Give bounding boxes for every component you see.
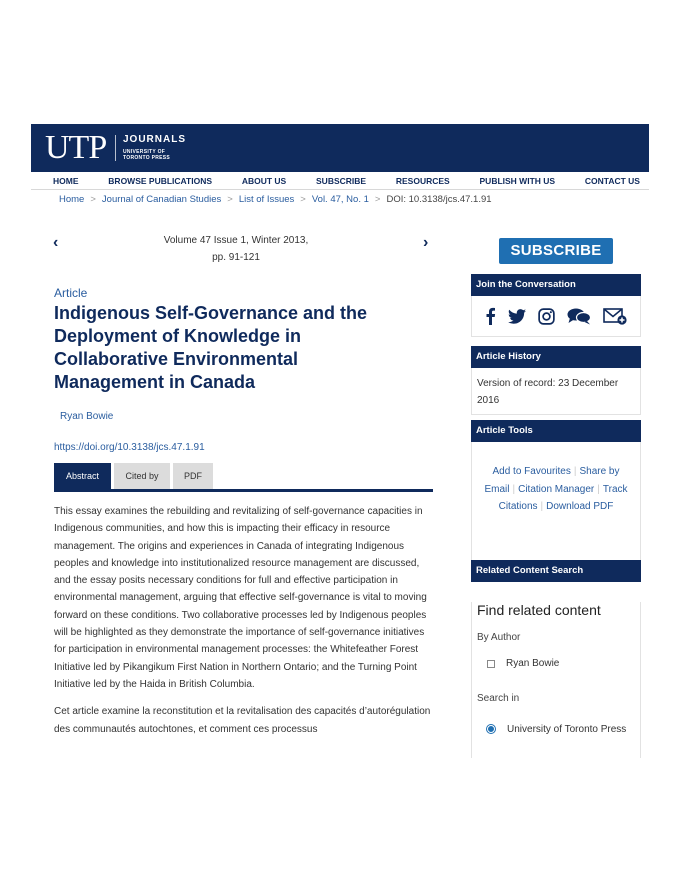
logo-divider (115, 135, 116, 161)
article-tools-heading: Article Tools (471, 420, 641, 442)
site-header (31, 124, 649, 172)
related-content-form (471, 602, 641, 758)
article-history-panel (471, 346, 641, 415)
abstract-english: This essay examines the rebuilding and revitalizing of self-governance capacities in Indigenous communities, and how this is impacting their efficacy in resource management. The origins and experiences in Canada of integrating Indigenous peoples and knowledge into institutionalized resource management are discussed, and the essay posits necessary conditions for full and effective participation in environmental management, arguing that effective self-governance is vital to moving forward on these conditions. Two collaborative processes led by Indigenous peoples will be highlighted as they demonstrate the importance of self-governance initiatives for participation in environmental management processes: the Whitefeather Forest Initiative led by Pikangikum First Nation in Northern Ontario; and the Turning Point Initiative led by the Haida in British Columbia. (54, 506, 427, 690)
next-article-icon[interactable]: › (423, 234, 429, 251)
tab-cited-by[interactable]: Cited by (114, 463, 170, 489)
author-filter-option[interactable] (487, 658, 635, 669)
logo-journals-text: JOURNALS (123, 134, 187, 145)
tools-separator: | (512, 483, 516, 495)
article-tools-list (471, 442, 641, 576)
social-icons (471, 296, 641, 337)
breadcrumb-separator: > (227, 193, 233, 205)
article-author-link[interactable]: Ryan Bowie (60, 411, 114, 422)
join-conversation-panel (471, 274, 641, 337)
article-history-heading: Article History (471, 346, 641, 368)
related-content-heading: Related Content Search (471, 560, 641, 582)
add-to-favourites-link[interactable]: Add to Favourites (492, 466, 571, 477)
tools-separator: | (573, 466, 577, 477)
search-scope-option[interactable] (487, 721, 635, 738)
nav-publish-with-us[interactable]: PUBLISH WITH US (479, 175, 556, 186)
by-author-label: By Author (477, 632, 521, 643)
tools-separator: | (597, 483, 600, 495)
nav-home[interactable]: HOME (53, 175, 79, 186)
find-related-title: Find related content (477, 602, 601, 618)
article-tabs (54, 463, 433, 492)
chat-icon[interactable] (567, 308, 591, 325)
instagram-icon[interactable] (538, 308, 555, 325)
breadcrumb-list-of-issues[interactable]: List of Issues (238, 193, 295, 205)
email-icon[interactable] (603, 307, 627, 325)
search-scope-radio[interactable] (487, 725, 495, 733)
issue-volume-line: Volume 47 Issue 1, Winter 2013, (163, 235, 309, 246)
citation-manager-link[interactable]: Citation Manager (518, 483, 595, 495)
breadcrumb-journal[interactable]: Journal of Canadian Studies (101, 193, 222, 205)
issue-navigator (31, 228, 445, 264)
abstract-body (54, 503, 434, 748)
abstract-french: Cet article examine la reconstitution et la revitalisation des capacités d’autorégulation des communautés autochtones, et comment ces processus (54, 706, 431, 735)
nav-browse-publications[interactable]: BROWSE PUBLICATIONS (108, 175, 213, 186)
article-tools-panel (471, 420, 641, 576)
logo-publisher-text: UNIVERSITY OF TORONTO PRESS (123, 149, 171, 161)
issue-pages-line: pp. 91-121 (212, 252, 260, 263)
article-type: Article (54, 286, 88, 300)
breadcrumb-current-doi: DOI: 10.3138/jcs.47.1.91 (386, 193, 492, 205)
related-content-panel (471, 560, 641, 758)
article-doi-link[interactable]: https://doi.org/10.3138/jcs.47.1.91 (54, 442, 205, 453)
author-checkbox-label: Ryan Bowie (506, 658, 560, 669)
share-by-email-link[interactable]: Share by Email (484, 466, 620, 495)
search-scope-label: University of Toronto Press (507, 724, 627, 735)
breadcrumb-separator: > (374, 193, 381, 205)
nav-resources[interactable]: RESOURCES (395, 175, 450, 186)
breadcrumb-separator: > (300, 193, 306, 205)
nav-contact-us[interactable]: CONTACT US (584, 175, 640, 186)
subscribe-button[interactable]: SUBSCRIBE (499, 238, 613, 264)
nav-about-us[interactable]: ABOUT US (241, 175, 287, 186)
track-citations-link[interactable]: Track Citations (498, 483, 628, 512)
search-in-label: Search in (477, 693, 520, 704)
journal-page (31, 124, 649, 758)
facebook-icon[interactable] (484, 307, 496, 325)
join-conversation-heading: Join the Conversation (471, 274, 641, 296)
breadcrumb (31, 190, 649, 208)
tab-pdf[interactable]: PDF (173, 463, 213, 489)
tools-separator: | (540, 501, 544, 512)
tab-abstract[interactable]: Abstract (54, 463, 111, 489)
previous-article-icon[interactable]: ‹ (53, 234, 59, 251)
breadcrumb-separator: > (90, 193, 96, 205)
breadcrumb-home[interactable]: Home (59, 193, 85, 205)
utp-logo[interactable]: UTP (45, 129, 107, 166)
article-title: Indigenous Self-Governance and the Deployment of Knowledge in Collaborative Environmental Management in Canada (54, 303, 368, 392)
main-nav (31, 172, 649, 190)
twitter-icon[interactable] (508, 309, 526, 324)
issue-info (141, 232, 331, 266)
download-pdf-link[interactable]: Download PDF (546, 501, 614, 512)
author-checkbox[interactable] (487, 660, 495, 668)
breadcrumb-volume[interactable]: Vol. 47, No. 1 (311, 193, 369, 205)
nav-subscribe[interactable]: SUBSCRIBE (316, 175, 367, 186)
version-of-record: Version of record: 23 December 2016 (471, 368, 641, 415)
